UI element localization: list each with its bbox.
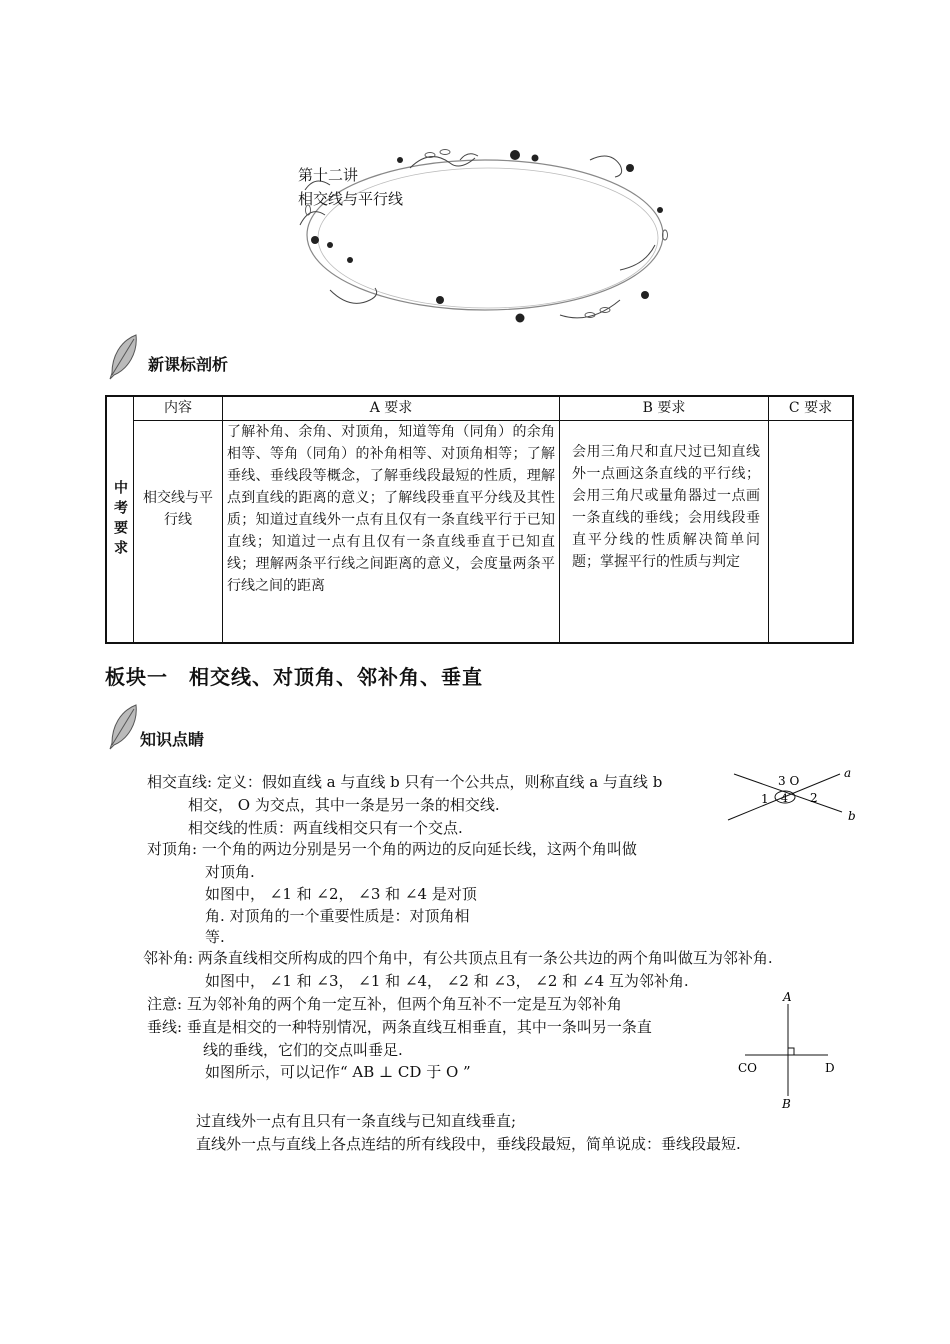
vertical-ex2: 角. 对顶角的一个重要性质是：对顶角相: [205, 907, 470, 925]
vertical-line: [147, 838, 637, 860]
label-b: b: [848, 809, 856, 823]
perp-term: 垂线: [147, 1018, 178, 1036]
perp-def2: 线的垂线，它们的交点叫垂足.: [203, 1041, 403, 1059]
label-C: CO: [738, 1061, 758, 1075]
right-angle-mark: [788, 1048, 794, 1055]
label-a: a: [844, 766, 852, 780]
label-D: D: [825, 1061, 835, 1075]
fact-1: 过直线外一点有且只有一条直线与已知直线垂直;: [196, 1112, 517, 1130]
note-text: : 互为邻补角的两个角一定互补，但两个角互补不一定是互为邻补角: [177, 995, 622, 1013]
note-line: [147, 993, 622, 1015]
requirements-table: [105, 395, 854, 644]
lecture-title: 相交线与平行线: [298, 190, 404, 208]
feather-icon: [106, 703, 142, 751]
intersect-prop: 相交线的性质：两直线相交只有一个交点.: [188, 819, 463, 837]
vertical-ex3: 等.: [205, 928, 225, 946]
vertical-def: : 一个角的两边分别是另一个角的两边的反向延长线，这两个角叫做: [192, 840, 637, 858]
side-label-cell: [106, 396, 134, 643]
cell-c-requirement: [769, 420, 854, 643]
adjacent-ex: 如图中， ∠1 和 ∠3， ∠1 和 ∠4， ∠2 和 ∠3， ∠2 和 ∠4 互为邻补角.: [205, 972, 689, 990]
intersect-term: 相交直线: [147, 773, 208, 791]
header-content: 内容: [134, 396, 223, 420]
label-1: 1: [761, 792, 769, 806]
block1-heading: 板块一 相交线、对顶角、邻补角、垂直: [105, 665, 483, 689]
label-o: 3 O: [778, 774, 800, 788]
perpendicular-figure: [735, 988, 845, 1116]
perp-ex: 如图所示，可以记作“ AB ⊥ CD 于 O ”: [205, 1063, 471, 1081]
adjacent-term: 邻补角: [143, 949, 189, 967]
intersect-line: [147, 771, 662, 793]
cell-content: 相交线与平行线: [134, 420, 223, 643]
cell-b-requirement: 会用三角尺和直尺过已知直线外一点画这条直线的平行线；会用三角尺或量角器过一点画一条直线的垂线；会用线段垂直平分线的性质解决简单问题；掌握平行的性质与判定: [560, 420, 769, 643]
adjacent-def: : 两条直线相交所构成的四个角中，有公共顶点且有一条公共边的两个角叫做互为邻补角.: [188, 949, 773, 967]
section-knowledge: 知识点睛: [140, 730, 205, 749]
perp-def: : 垂直是相交的一种特别情况，两条直线互相垂直，其中一条叫另一条直: [177, 1018, 652, 1036]
vertical-term: 对顶角: [147, 840, 193, 858]
intersecting-lines-figure: [722, 762, 862, 828]
header-c: C 要求: [769, 396, 854, 420]
adjacent-line: [143, 947, 773, 969]
label-B: B: [782, 1097, 791, 1111]
intersect-def: : 定义：假如直线 a 与直线 b 只有一个公共点，则称直线 a 与直线 b: [207, 773, 663, 791]
note-term: 注意: [147, 995, 178, 1013]
label-A: A: [783, 990, 792, 1004]
side-label: 中考要求: [112, 479, 128, 560]
lecture-number: 第十二讲: [298, 166, 359, 184]
intersect-def2: 相交， O 为交点，其中一条是另一条的相交线.: [188, 796, 500, 814]
header-a: A 要求: [223, 396, 560, 420]
fact-2: 直线外一点与直线上各点连结的所有线段中，垂线段最短，简单说成：垂线段最短.: [196, 1135, 741, 1153]
perp-line: [147, 1016, 652, 1038]
vertical-ex1: 如图中， ∠1 和 ∠2， ∠3 和 ∠4 是对顶: [205, 885, 477, 903]
feather-icon: [106, 333, 142, 381]
vertical-def2: 对顶角.: [205, 863, 255, 881]
label-4: 4: [781, 792, 788, 805]
section-standards: 新课标剖析: [148, 355, 229, 374]
cell-a-requirement: 了解补角、余角、对顶角，知道等角（同角）的余角相等、等角（同角）的补角相等、对顶角相等；了解垂线、垂线段等概念，了解垂线段最短的性质，理解点到直线的距离的意义；了解线段垂直平分线及其性质；知道过直线外一点有且仅有一条直线平行于已知直线；知道过一点有且仅有一条直线垂直于已知直线；理解两条平行线之间距离的意义，会度量两条平行线之间的距离: [223, 420, 560, 643]
label-2: 2: [810, 791, 818, 805]
header-b: B 要求: [560, 396, 769, 420]
